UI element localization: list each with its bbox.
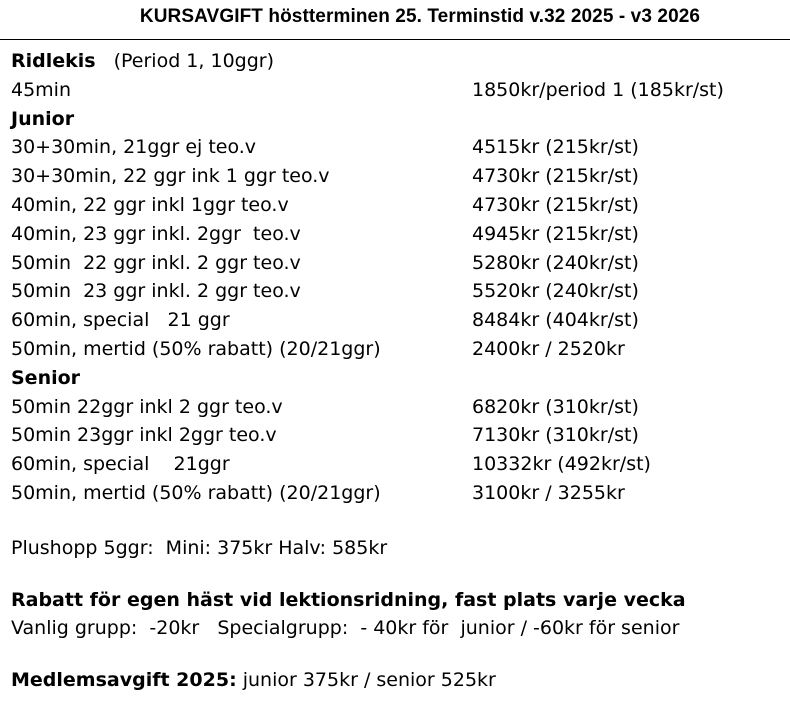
course-description: 50min 22ggr inkl 2 ggr teo.v [11,395,283,418]
course-description: 60min, special 21 ggr [11,309,230,332]
rabatt-line [11,614,781,643]
course-price: 4515kr (215kr/st) [472,136,639,159]
section-senior-heading [11,364,781,393]
course-price: 8484kr (404kr/st) [472,309,639,332]
rabatt-heading [11,586,781,615]
price-row [11,133,781,162]
price-list [11,47,781,695]
course-price: 1850kr/period 1 (185kr/st) [472,78,724,101]
course-description: 40min, 23 ggr inkl. 2ggr teo.v [11,222,301,245]
course-price: 5280kr (240kr/st) [472,251,639,274]
section-heading: Senior [11,366,81,389]
spacer [11,643,781,666]
course-description: 60min, special 21ggr [11,453,230,476]
section-heading: Ridlekis [11,50,96,72]
course-price: 5520kr (240kr/st) [472,280,639,303]
rabatt-text: Vanlig grupp: -20kr Specialgrupp: - 40kr för junior / -60kr för senior [11,617,680,640]
section-subheading: (Period 1, 10ggr) [113,50,274,72]
course-price: 6820kr (310kr/st) [472,395,639,418]
price-row [11,421,781,450]
course-description: 30+30min, 21ggr ej teo.v [11,136,257,159]
price-row [11,191,781,220]
course-price: 3100kr / 3255kr [472,481,625,504]
course-price: 10332kr (492kr/st) [472,453,651,476]
section-heading: Junior [11,107,75,130]
course-description: 50min, mertid (50% rabatt) (20/21ggr) [11,481,381,504]
plushopp-text: Plushopp 5ggr: Mini: 375kr Halv: 585kr [11,536,388,559]
spacer [11,563,781,586]
page-title: KURSAVGIFT höstterminen 25. Terminstid v.32 2025 - v3 2026 [139,6,701,27]
course-price: 4945kr (215kr/st) [472,222,639,245]
course-price: 4730kr (215kr/st) [472,165,639,188]
course-description: 50min, mertid (50% rabatt) (20/21ggr) [11,337,381,360]
price-row [11,450,781,479]
course-description: 45min [11,78,72,101]
price-row [11,220,781,249]
course-price: 4730kr (215kr/st) [472,193,639,216]
price-row [11,306,781,335]
price-row [11,479,781,508]
course-price: 2400kr / 2520kr [472,337,625,360]
course-description: 40min, 22 ggr inkl 1ggr teo.v [11,193,289,216]
medlemsavgift-label: Medlemsavgift 2025: [11,669,237,692]
page-header [0,0,790,40]
course-description: 50min 23 ggr inkl. 2 ggr teo.v [11,280,301,303]
price-row [11,76,781,105]
price-row [11,162,781,191]
course-description: 50min 23ggr inkl 2ggr teo.v [11,424,277,447]
section-junior-heading [11,105,781,134]
spacer [11,508,781,534]
medlemsavgift-line [11,666,781,695]
medlemsavgift-text: junior 375kr / senior 525kr [236,669,496,692]
plushopp-line [11,534,781,563]
price-row [11,249,781,278]
section-heading: Rabatt för egen häst vid lektionsridning, fast plats varje vecka [11,588,686,611]
course-description: 30+30min, 22 ggr ink 1 ggr teo.v [11,165,330,188]
price-row [11,277,781,306]
course-description: 50min 22 ggr inkl. 2 ggr teo.v [11,251,301,274]
price-row [11,335,781,364]
section-ridlekis-heading [11,47,781,76]
price-row [11,393,781,422]
course-price: 7130kr (310kr/st) [472,424,639,447]
